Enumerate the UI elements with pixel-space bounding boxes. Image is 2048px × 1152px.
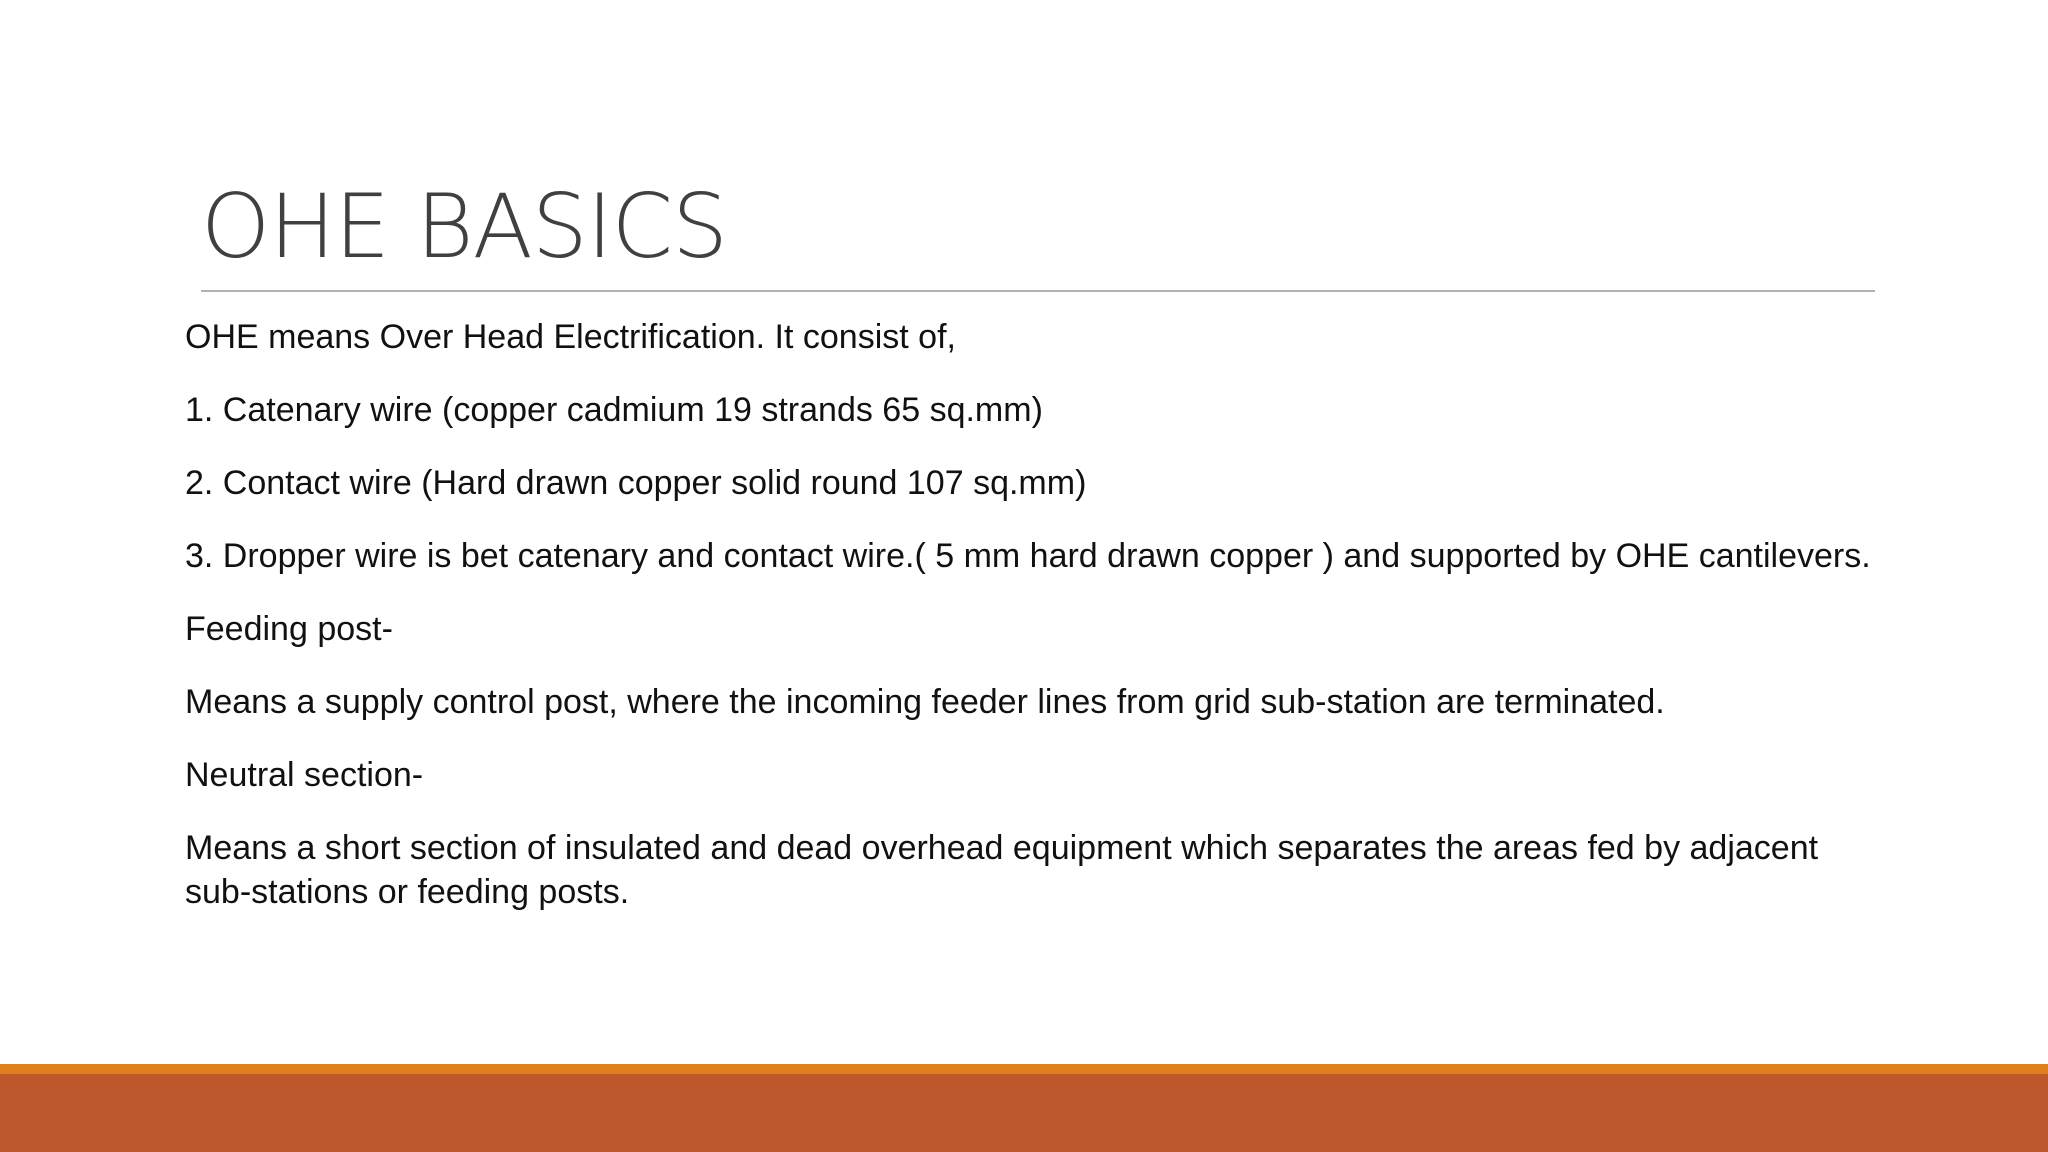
body-paragraph-feeding-post-heading: Feeding post- <box>185 610 393 648</box>
body-paragraph-dropper-wire: 3. Dropper wire is bet catenary and contact wire.( 5 mm hard drawn copper ) and supported by OHE cantilevers. <box>185 537 1871 575</box>
title-divider <box>201 290 1875 292</box>
body-paragraph-intro: OHE means Over Head Electrification. It consist of, <box>185 318 956 356</box>
body-paragraph-neutral-section-heading: Neutral section- <box>185 756 424 794</box>
body-paragraph-feeding-post-definition: Means a supply control post, where the incoming feeder lines from grid sub-station are terminated. <box>185 683 1665 721</box>
body-paragraph-catenary-wire: 1. Catenary wire (copper cadmium 19 strands 65 sq.mm) <box>185 391 1043 429</box>
slide-body <box>185 315 1885 943</box>
body-paragraph-neutral-section-definition: Means a short section of insulated and dead overhead equipment which separates the areas fed by adjacent sub-stations or feeding posts. <box>185 829 1819 911</box>
footer-band <box>0 1074 2048 1152</box>
body-paragraph-contact-wire: 2. Contact wire (Hard drawn copper solid round 107 sq.mm) <box>185 464 1087 502</box>
footer-accent-band <box>0 1064 2048 1074</box>
slide-title: OHE BASICS <box>201 175 727 278</box>
